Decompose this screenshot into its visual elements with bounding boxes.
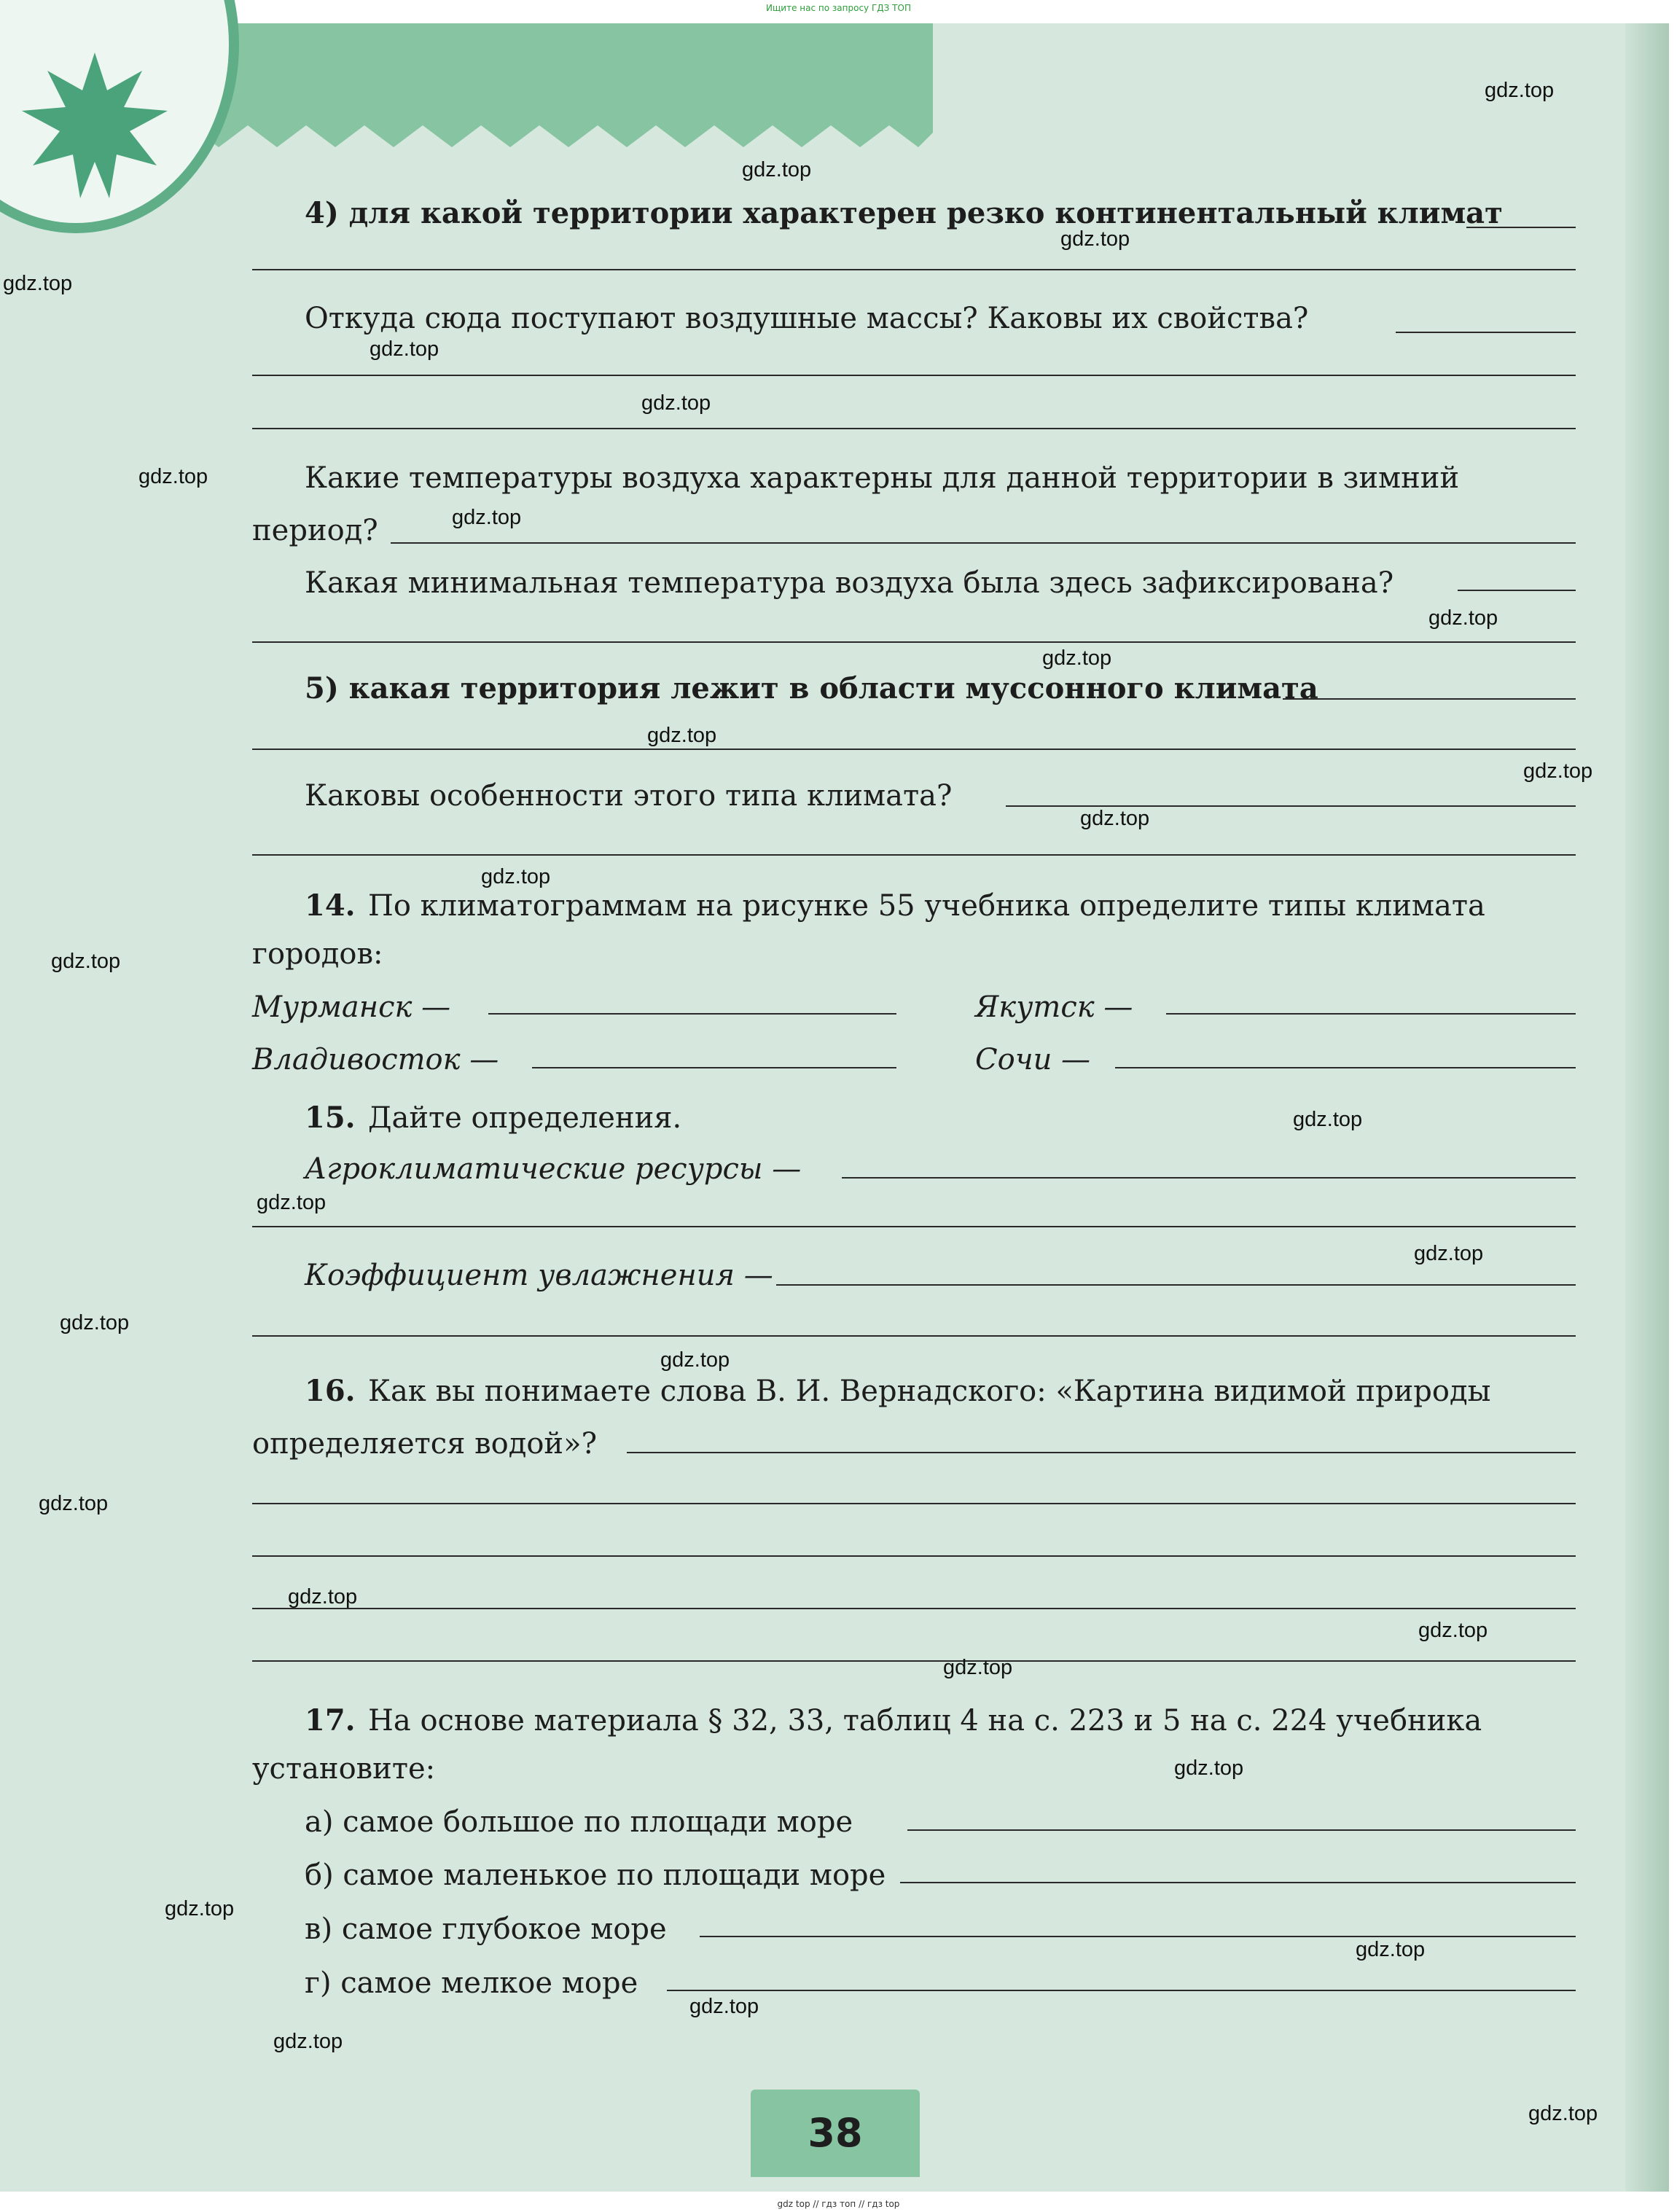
watermark: gdz.top bbox=[1485, 79, 1555, 102]
watermark: gdz.top bbox=[288, 1585, 358, 1609]
answer-line[interactable] bbox=[252, 854, 1576, 856]
answer-line[interactable] bbox=[252, 641, 1576, 643]
watermark: gdz.top bbox=[689, 1995, 759, 2018]
page-number-box bbox=[751, 2090, 920, 2177]
answer-line[interactable] bbox=[488, 1013, 896, 1015]
answer-line[interactable] bbox=[1466, 227, 1576, 228]
star-icon bbox=[22, 52, 168, 198]
answer-line[interactable] bbox=[627, 1452, 1576, 1453]
top-note: Ищите нас по запросу ГДЗ ТОП bbox=[766, 3, 911, 13]
watermark: gdz.top bbox=[51, 950, 121, 973]
answer-line[interactable] bbox=[252, 1335, 1576, 1337]
bottom-note: gdz top // гдз топ // гдз top bbox=[777, 2199, 900, 2209]
watermark: gdz.top bbox=[1428, 606, 1498, 630]
answer-line[interactable] bbox=[252, 1660, 1576, 1662]
watermark: gdz.top bbox=[60, 1311, 130, 1334]
q5-features: Каковы особенности этого типа климата? bbox=[305, 779, 953, 813]
task17-text-cont: установите: bbox=[252, 1752, 436, 1786]
term-humidity-coefficient: Коэффициент увлажнения — bbox=[305, 1259, 773, 1292]
q4-winter-period: период? bbox=[252, 514, 378, 547]
task15-number: 15. bbox=[305, 1101, 356, 1135]
watermark: gdz.top bbox=[1042, 646, 1112, 670]
watermark: gdz.top bbox=[1293, 1108, 1363, 1131]
answer-line[interactable] bbox=[252, 749, 1576, 750]
task16-number: 16. bbox=[305, 1374, 356, 1408]
answer-line[interactable] bbox=[1396, 332, 1576, 333]
watermark: gdz.top bbox=[481, 865, 551, 888]
city-murmansk: Мурманск — bbox=[252, 990, 451, 1024]
task15-text: Дайте определения. bbox=[368, 1101, 682, 1135]
task14-number: 14. bbox=[305, 888, 356, 923]
answer-line[interactable] bbox=[667, 1990, 1576, 1991]
task14-text-cont: городов: bbox=[252, 937, 383, 971]
city-sochi: Сочи — bbox=[975, 1043, 1091, 1076]
answer-line[interactable] bbox=[1166, 1013, 1576, 1015]
answer-line[interactable] bbox=[252, 269, 1576, 270]
task14-text: По климатограммам на рисунке 55 учебника определите типы климата bbox=[368, 889, 1485, 923]
q4-min-temp: Какая минимальная температура воздуха была здесь зафиксирована? bbox=[305, 566, 1394, 600]
page-spine bbox=[1625, 23, 1669, 2192]
watermark: gdz.top bbox=[452, 506, 522, 529]
watermark: gdz.top bbox=[1523, 759, 1593, 783]
answer-line[interactable] bbox=[252, 1503, 1576, 1504]
watermark: gdz.top bbox=[1414, 1242, 1484, 1265]
watermark: gdz.top bbox=[1060, 227, 1130, 251]
q5-question: 5) какая территория лежит в области муссонного климата bbox=[305, 671, 1318, 706]
task17-item-b: б) самое маленькое по площади море bbox=[305, 1859, 886, 1892]
city-vladivostok: Владивосток — bbox=[252, 1043, 499, 1076]
answer-line[interactable] bbox=[900, 1882, 1576, 1883]
watermark: gdz.top bbox=[3, 272, 73, 295]
watermark: gdz.top bbox=[1528, 2102, 1598, 2125]
watermark: gdz.top bbox=[370, 337, 439, 361]
watermark: gdz.top bbox=[660, 1348, 730, 1372]
watermark: gdz.top bbox=[39, 1492, 109, 1515]
answer-line[interactable] bbox=[252, 428, 1576, 429]
term-agroclimatic: Агроклиматические ресурсы — bbox=[305, 1152, 802, 1186]
task17-item-c: в) самое глубокое море bbox=[305, 1912, 667, 1946]
task17-number: 17. bbox=[305, 1703, 356, 1738]
answer-line[interactable] bbox=[1283, 698, 1576, 700]
watermark: gdz.top bbox=[1080, 807, 1150, 830]
page-number: 38 bbox=[808, 2110, 863, 2156]
workbook-page bbox=[0, 23, 1669, 2192]
answer-line[interactable] bbox=[252, 1608, 1576, 1609]
task17-item-d: г) самое мелкое море bbox=[305, 1966, 638, 2000]
task16-text: Как вы понимаете слова В. И. Вернадского: «Картина видимой природы bbox=[368, 1375, 1491, 1408]
watermark: gdz.top bbox=[138, 465, 208, 488]
answer-line[interactable] bbox=[842, 1177, 1576, 1179]
watermark: gdz.top bbox=[257, 1191, 327, 1214]
answer-line[interactable] bbox=[252, 375, 1576, 376]
answer-line[interactable] bbox=[1115, 1067, 1576, 1068]
answer-line[interactable] bbox=[700, 1936, 1576, 1937]
answer-line[interactable] bbox=[907, 1829, 1576, 1831]
task17-item-a: а) самое большое по площади море bbox=[305, 1805, 853, 1839]
q4-question: 4) для какой территории характерен резко континентальный климат bbox=[305, 196, 1503, 230]
watermark: gdz.top bbox=[647, 724, 717, 747]
answer-line[interactable] bbox=[1458, 590, 1576, 591]
watermark: gdz.top bbox=[273, 2030, 343, 2053]
header-zigzag bbox=[189, 125, 933, 162]
watermark: gdz.top bbox=[165, 1897, 235, 1920]
answer-line[interactable] bbox=[776, 1284, 1576, 1286]
city-yakutsk: Якутск — bbox=[975, 990, 1133, 1024]
q4-winter-temps: Какие температуры воздуха характерны для данной территории в зимний bbox=[305, 461, 1460, 495]
answer-line[interactable] bbox=[252, 1555, 1576, 1557]
watermark: gdz.top bbox=[1174, 1756, 1244, 1780]
watermark: gdz.top bbox=[641, 391, 711, 415]
watermark: gdz.top bbox=[1356, 1938, 1426, 1961]
answer-line[interactable] bbox=[252, 1226, 1576, 1227]
task17-text: На основе материала § 32, 33, таблиц 4 на с. 223 и 5 на с. 224 учебника bbox=[368, 1704, 1482, 1738]
answer-line[interactable] bbox=[391, 542, 1576, 544]
watermark: gdz.top bbox=[943, 1656, 1013, 1679]
task16-text-cont: определяется водой»? bbox=[252, 1427, 598, 1461]
q4-air-masses: Откуда сюда поступают воздушные массы? Каковы их свойства? bbox=[305, 302, 1309, 335]
watermark: gdz.top bbox=[742, 158, 812, 181]
answer-line[interactable] bbox=[532, 1067, 896, 1068]
watermark: gdz.top bbox=[1418, 1619, 1488, 1642]
